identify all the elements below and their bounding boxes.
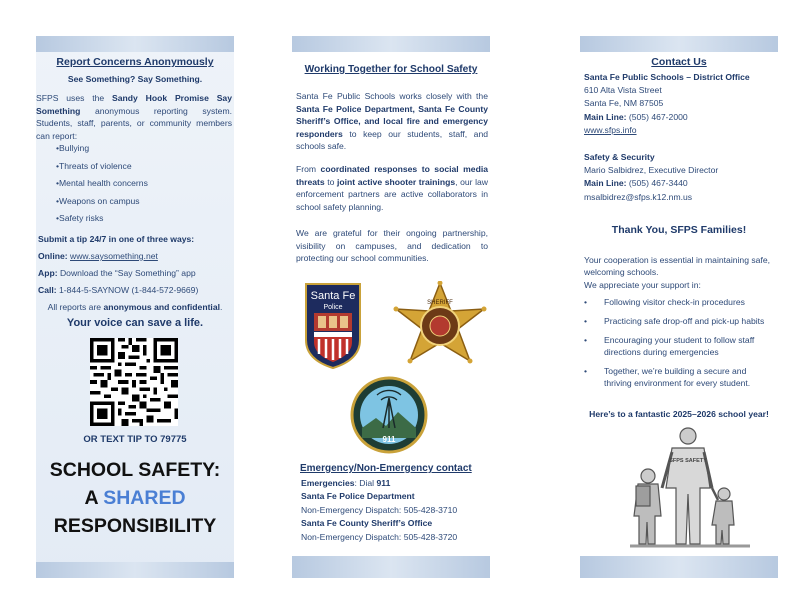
security-heading: Safety & Security: [584, 152, 655, 162]
bullet-icon: •: [584, 335, 588, 345]
intro-bold: Sandy Hook Promise Say Something: [36, 93, 232, 116]
partners-para-3: We are grateful for their ongoing partnership, visibility on campuses, and dedication to protecting our school communities.: [296, 228, 488, 264]
support-list: [584, 296, 774, 389]
list-item: •Weapons on campus: [56, 195, 140, 206]
bullet-icon: •: [584, 297, 588, 307]
middle-panel: [292, 36, 490, 578]
bottom-band: [580, 556, 778, 578]
patch-line-1: Santa Fe: [310, 290, 356, 302]
title-line-3: RESPONSIBILITY: [53, 515, 217, 537]
star-text: SHERIFF: [427, 300, 453, 306]
shirt-text: SFPS SAFETY: [669, 458, 707, 464]
address-line-1: 610 Alta Vista Street: [584, 85, 662, 96]
main-line-row: [584, 111, 750, 124]
list-item: •Safety risks: [56, 213, 104, 224]
bottom-band: [292, 556, 490, 578]
partners-para-2: [296, 163, 488, 213]
para2-text: From: [296, 164, 321, 174]
police-patch-logo: [302, 282, 364, 370]
voice-tagline: Your voice can save a life.: [66, 317, 204, 329]
para2-bold-1: coordinated responses to social media threats: [296, 164, 489, 187]
family-walking-illustration: [624, 422, 754, 552]
anon-bold: anonymous and confidential: [103, 302, 220, 312]
list-item: •Mental health concerns: [56, 178, 148, 189]
anon-text: All reports are: [47, 302, 104, 312]
address-line-2: Santa Fe, NM 87505: [584, 98, 664, 109]
appreciate-line: We appreciate your support in:: [584, 279, 701, 290]
top-band: [36, 36, 234, 52]
coop-line: Your cooperation is essential in maintaining safe, welcoming schools.: [584, 255, 770, 278]
sheriff-star-logo: [388, 281, 492, 371]
director-name: Mario Salbidrez, Executive Director: [584, 165, 719, 176]
district-office-block: [584, 71, 750, 137]
anon-end: .: [220, 302, 223, 312]
emergency-contacts: [301, 477, 457, 544]
call-label: Call:: [38, 285, 57, 295]
security-block: [584, 151, 718, 204]
bottom-band: [36, 562, 234, 578]
top-band: [580, 36, 778, 52]
main-line-value: (505) 467-2000: [626, 111, 688, 122]
intro-text: SFPS uses the: [36, 93, 113, 103]
qr-code[interactable]: [90, 338, 178, 426]
online-row: [38, 250, 158, 263]
office-name: Santa Fe Public Schools – District Office: [584, 72, 750, 82]
security-line-label: Main Line:: [584, 178, 627, 189]
bullet-text: Practicing safe drop-off and pick-up habits: [604, 316, 765, 326]
app-label: App:: [38, 268, 58, 278]
para2-end: , our law enforcement partners are active collaborators in school safety planning.: [296, 176, 488, 212]
bullet-text: Following visitor check-in procedures: [604, 297, 745, 307]
submit-heading: Submit a tip 24/7 in one of three ways:: [38, 234, 195, 244]
concern-list: [56, 143, 148, 231]
para2-bold-2: joint active shooter trainings: [337, 176, 456, 187]
dispatch-text: 911: [382, 435, 396, 444]
brochure-title: [36, 456, 234, 540]
dispatch-911-logo: [350, 376, 428, 454]
school-year-line: Here’s to a fantastic 2025–2026 school year!: [589, 409, 769, 419]
para1-text: Santa Fe Public Schools works closely with the: [296, 91, 488, 101]
para2-text-2: to: [324, 176, 338, 187]
list-item: •Threats of violence: [56, 160, 132, 171]
bullet-text: Encouraging your student to follow staff directions during emergencies: [604, 335, 755, 357]
intro-text-end: anonymous reporting system. Students, staff, parents, or community members can report:: [36, 105, 232, 141]
text-tip-line: OR TEXT TIP TO 79775: [83, 434, 187, 445]
report-subheading: See Something? Say Something.: [67, 74, 203, 84]
security-line-row: [584, 177, 718, 190]
para1-bold: Santa Fe Police Department, Santa Fe County Sheriff’s Office, and local fire and emergency responders: [296, 103, 488, 139]
partners-heading: Working Together for School Safety: [304, 64, 478, 75]
title-shared: SHARED: [103, 487, 186, 509]
emergencies-number: 911: [376, 478, 391, 488]
sheriff-office: Santa Fe County Sheriff’s Office: [301, 518, 433, 529]
report-intro: [36, 92, 232, 142]
list-item: [584, 334, 774, 358]
app-value: Download the “Say Something” app: [59, 268, 196, 278]
main-line-label: Main Line:: [584, 111, 627, 122]
title-a: A: [84, 487, 104, 509]
list-item: •Bullying: [56, 143, 90, 153]
left-panel: [36, 36, 234, 578]
bullet-text: Together, we’re building a secure and thriving environment for every student.: [604, 366, 751, 388]
emergency-row: [301, 477, 457, 490]
police-dept: Santa Fe Police Department: [301, 491, 415, 502]
partners-para-1: [296, 90, 488, 153]
patch-line-2: Police: [323, 304, 343, 311]
list-item: [584, 365, 774, 389]
list-item: [584, 296, 774, 308]
sheriff-dispatch: Non-Emergency Dispatch: 505-428-3720: [301, 531, 458, 542]
online-label: Online:: [38, 251, 68, 261]
anonymous-note: [36, 301, 234, 314]
call-value: 1-844-5-SAYNOW (1-844-572-9669): [59, 285, 199, 295]
top-band: [292, 36, 490, 52]
right-panel: [580, 36, 778, 578]
emergencies-label: Emergencies: [301, 478, 355, 488]
security-line-value: (505) 467-3440: [626, 178, 688, 189]
report-heading: Report Concerns Anonymously: [56, 56, 214, 68]
website-link[interactable]: www.sfps.info: [584, 124, 637, 135]
app-row: [38, 267, 196, 280]
title-line-1: SCHOOL SAFETY:: [49, 459, 221, 481]
para1-end: to keep our students, staff, and schools safe.: [296, 128, 488, 152]
title-line-2: [36, 484, 234, 512]
bullet-icon: •: [584, 316, 588, 326]
police-dispatch: Non-Emergency Dispatch: 505-428-3710: [301, 504, 458, 515]
bullet-icon: •: [584, 366, 588, 376]
cooperation-text: [584, 254, 772, 291]
list-item: [584, 315, 774, 327]
call-row: [38, 284, 198, 297]
contact-heading: Contact Us: [651, 56, 707, 68]
thank-you-heading: Thank You, SFPS Families!: [611, 224, 747, 236]
emergency-heading: Emergency/Non-Emergency contact: [300, 463, 472, 474]
emergencies-value: : Dial: [354, 478, 377, 488]
security-email[interactable]: msalbidrez@sfps.k12.nm.us: [584, 191, 693, 202]
online-link[interactable]: www.saysomething.net: [70, 251, 158, 261]
